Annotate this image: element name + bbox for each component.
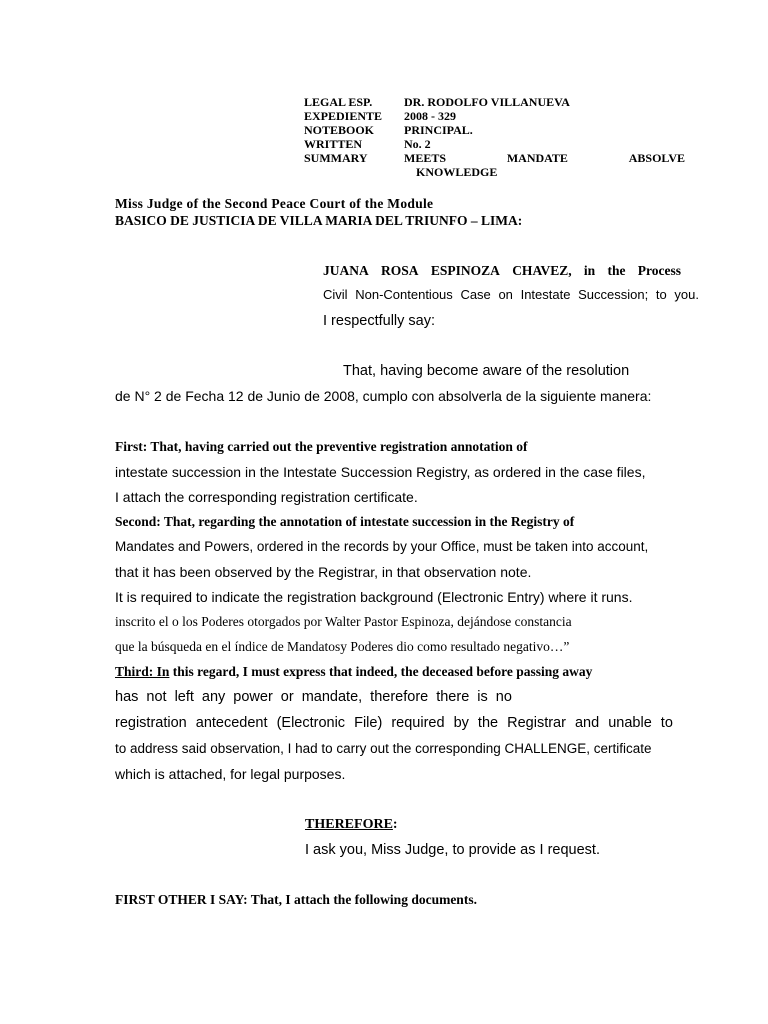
word: ESPINOZA — [430, 263, 500, 278]
therefore-label: THEREFORE — [305, 817, 393, 832]
word: power — [233, 689, 273, 705]
word: is — [477, 689, 488, 705]
header-label: NOTEBOOK — [304, 123, 375, 137]
word: ROSA — [381, 263, 419, 278]
word: and — [574, 715, 600, 731]
word: required — [391, 715, 445, 731]
therefore-colon: : — [392, 817, 398, 832]
third-heading-text: this regard, I must express that indeed, the deceased before passing away — [169, 664, 593, 679]
word: the — [477, 715, 499, 731]
header-label: WRITTEN — [304, 137, 363, 151]
word: antecedent — [195, 715, 268, 731]
word: to — [660, 715, 673, 731]
paragraph-line: which is attached, for legal purposes. — [115, 766, 346, 782]
word: Process — [637, 263, 681, 278]
case-description — [323, 287, 699, 302]
word: Succession; — [578, 287, 649, 302]
summary-word: MEETS — [404, 151, 447, 165]
word: (Electronic — [276, 715, 346, 731]
word: has — [115, 689, 139, 705]
header-value: DR. RODOLFO VILLANUEVA — [404, 95, 570, 109]
summary-value — [404, 151, 685, 165]
summary-word: MANDATE — [506, 151, 568, 165]
paragraph-line: inscrito el o los Poderes otorgados por Walter Pastor Espinoza, dejándose constancia — [115, 614, 572, 629]
word: you. — [674, 287, 699, 302]
other-say-line: FIRST OTHER I SAY: That, I attach the following documents. — [115, 892, 477, 907]
therefore-heading — [305, 817, 398, 833]
intro-line: That, having become aware of the resolution — [343, 363, 630, 379]
word: there — [436, 689, 470, 705]
header-label: EXPEDIENTE — [304, 109, 383, 123]
word: Non-Contentious — [355, 287, 453, 302]
request-line: I ask you, Miss Judge, to provide as I request. — [305, 842, 600, 858]
header-value: No. 2 — [404, 137, 431, 151]
word: or — [280, 689, 294, 705]
paragraph-line: I attach the corresponding registration certificate. — [115, 489, 418, 505]
word: to — [655, 287, 667, 302]
word: unable — [608, 715, 652, 731]
summary-word: ABSOLVE — [628, 151, 685, 165]
word: JUANA — [323, 263, 369, 278]
paragraph-line: Mandates and Powers, ordered in the records by your Office, must be taken into account, — [115, 539, 649, 554]
petitioner-name — [323, 263, 681, 279]
word: Civil — [323, 287, 348, 302]
word: any — [201, 689, 226, 705]
greeting: I respectfully say: — [323, 313, 436, 329]
paragraph-line — [115, 715, 673, 731]
word: File) — [354, 715, 383, 731]
word: CHAVEZ, — [512, 263, 572, 278]
intro-line: de N° 2 de Fecha 12 de Junio de 2008, cumplo con absolverla de la siguiente manera: — [115, 388, 652, 404]
word: in — [583, 263, 596, 278]
header-label: LEGAL ESP. — [304, 95, 373, 109]
third-heading — [115, 664, 592, 680]
summary-continuation: KNOWLEDGE — [416, 165, 498, 179]
paragraph-line: that it has been observed by the Registrar, in that observation note. — [115, 564, 532, 580]
word: Case — [460, 287, 491, 302]
second-heading: Second: That, regarding the annotation of intestate succession in the Registry of — [115, 514, 575, 529]
word: Registrar — [507, 715, 566, 731]
word: by — [453, 715, 469, 731]
first-heading: First: That, having carried out the preventive registration annotation of — [115, 439, 528, 454]
word: therefore — [370, 689, 429, 705]
third-label: Third: In — [115, 664, 170, 679]
word: not — [146, 689, 167, 705]
word: no — [495, 689, 512, 705]
addressee-line: BASICO DE JUSTICIA DE VILLA MARIA DEL TRIUNFO – LIMA: — [115, 213, 523, 228]
word: the — [607, 263, 626, 278]
paragraph-line: intestate succession in the Intestate Succession Registry, as ordered in the case files, — [115, 464, 646, 480]
summary-label: SUMMARY — [304, 151, 368, 165]
word: mandate, — [301, 689, 363, 705]
header-value: 2008 - 329 — [404, 109, 456, 123]
addressee-line: Miss Judge of the Second Peace Court of the Module — [115, 196, 434, 211]
paragraph-line — [115, 689, 512, 705]
word: Intestate — [520, 287, 571, 302]
word: on — [498, 287, 513, 302]
paragraph-line: to address said observation, I had to carry out the corresponding CHALLENGE, certificate — [115, 741, 652, 756]
header-value: PRINCIPAL. — [404, 123, 473, 137]
paragraph-line: que la búsqueda en el índice de Mandatosy Poderes dio como resultado negativo…” — [115, 639, 570, 654]
word: left — [174, 689, 194, 705]
word: registration — [115, 715, 187, 731]
paragraph-line: It is required to indicate the registration background (Electronic Entry) where it runs. — [115, 589, 633, 605]
